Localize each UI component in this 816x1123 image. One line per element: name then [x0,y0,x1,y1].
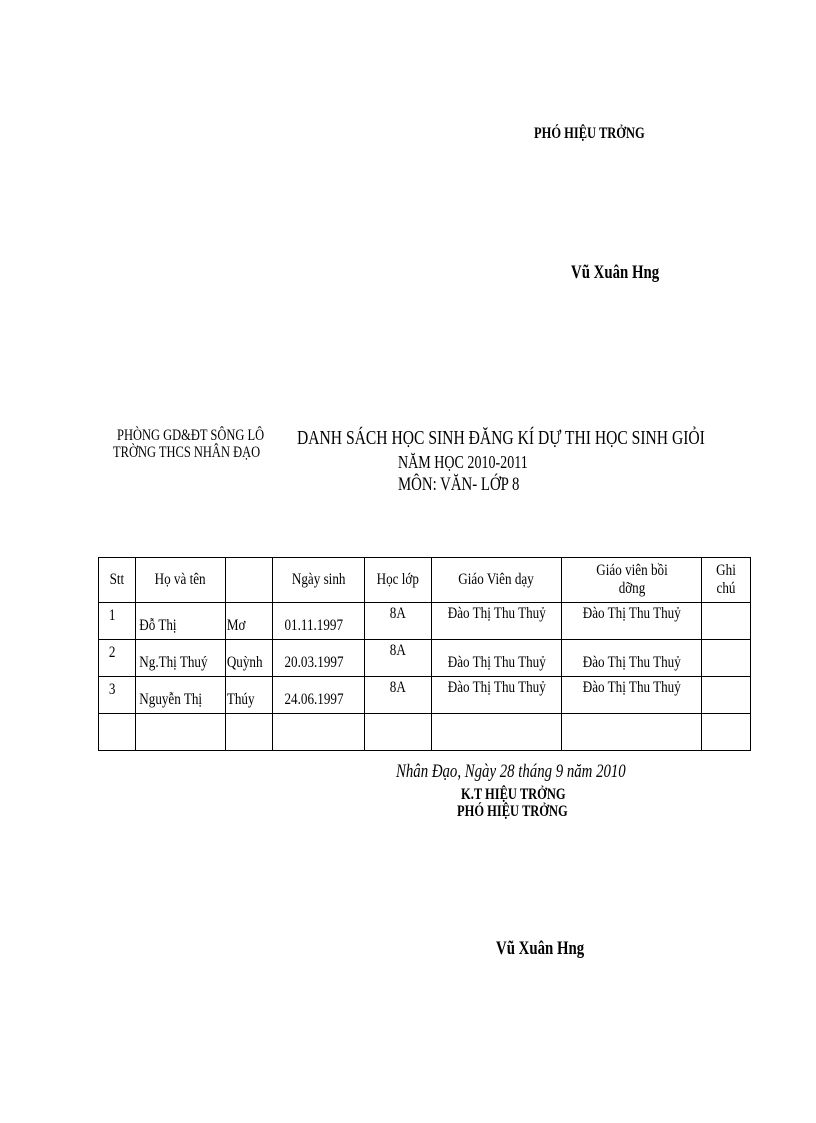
cell-coach [562,714,702,751]
top-signer-name: Vũ Xuân Hng [571,262,660,283]
cell-birthdate: 20.03.1997 [273,640,365,677]
cell-stt [99,714,136,751]
cell-birthdate [273,714,365,751]
cell-given-name [226,714,273,751]
subject-line: MÔN: VĂN- LỚP 8 [398,474,520,495]
student-table [98,557,751,751]
header-coach: Giáo viên bồi dỡng [562,558,702,603]
cell-surname: Ng.Thị Thuý [136,640,226,677]
cell-birthdate: 24.06.1997 [273,677,365,714]
cell-coach: Đào Thị Thu Thuỷ [562,677,702,714]
vice-principal-line: PHÓ HIỆU TRỞNG [457,803,568,820]
table-row [99,677,751,714]
cell-surname [136,714,226,751]
top-role-title: PHÓ HIỆU TRỞNG [534,125,645,142]
cell-coach: Đào Thị Thu Thuỷ [562,603,702,640]
header-name: Họ và tên [136,558,226,603]
header-class: Học lớp [365,558,432,603]
place-date-line: Nhân Đạo, Ngày 28 tháng 9 năm 2010 [396,761,626,782]
table-row [99,640,751,677]
cell-class: 8A [365,677,432,714]
cell-stt: 1 [99,603,136,640]
kt-principal-line: K.T HIỆU TRỞNG [461,786,566,803]
cell-note [702,640,751,677]
cell-surname: Đỗ Thị [136,603,226,640]
cell-note [702,603,751,640]
org-line-2: TRỜNG THCS NHÂN ĐẠO [113,444,261,461]
cell-note [702,677,751,714]
cell-given-name: Thúy [226,677,273,714]
cell-surname: Nguyễn Thị [136,677,226,714]
cell-note [702,714,751,751]
table-row-empty [99,714,751,751]
school-year-line: NĂM HỌC 2010-2011 [398,452,528,472]
header-birthdate: Ngày sinh [273,558,365,603]
table-row [99,603,751,640]
cell-given-name: Mơ [226,603,273,640]
cell-class: 8A [365,640,432,677]
org-line-1: PHÒNG GD&ĐT SÔNG LÔ [117,427,265,444]
cell-coach: Đào Thị Thu Thuỷ [562,640,702,677]
document-title: DANH SÁCH HỌC SINH ĐĂNG KÍ DỰ THI HỌC SINH GIỎI [297,427,705,449]
cell-stt: 3 [99,677,136,714]
cell-class [365,714,432,751]
header-given-name [226,558,273,603]
bottom-signer-name: Vũ Xuân Hng [496,938,585,959]
cell-stt: 2 [99,640,136,677]
cell-teacher [432,714,562,751]
cell-class: 8A [365,603,432,640]
cell-teacher: Đào Thị Thu Thuỷ [432,603,562,640]
header-teacher: Giáo Viên dạy [432,558,562,603]
header-stt: Stt [99,558,136,603]
cell-teacher: Đào Thị Thu Thuỷ [432,640,562,677]
table-header-row [99,558,751,603]
header-note: Ghi chú [702,558,751,603]
cell-birthdate: 01.11.1997 [273,603,365,640]
cell-teacher: Đào Thị Thu Thuỷ [432,677,562,714]
cell-given-name: Quỳnh [226,640,273,677]
